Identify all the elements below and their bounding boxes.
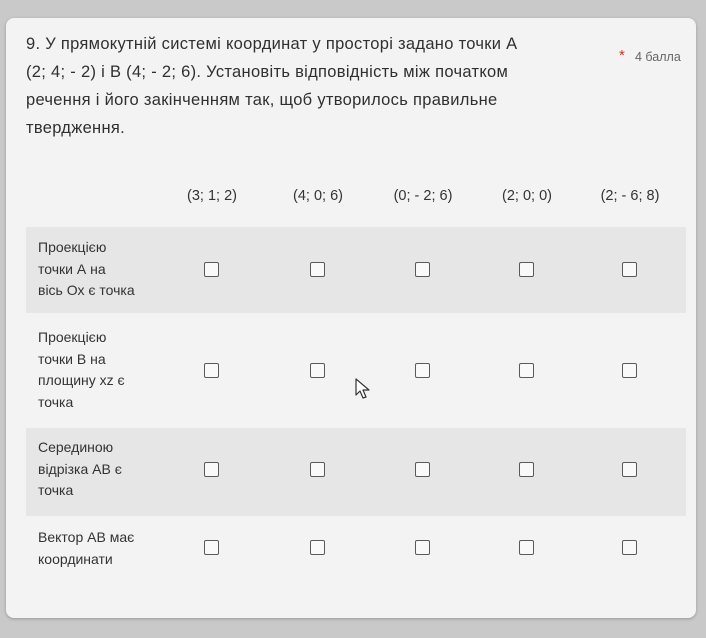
row-label-3-line: Серединою bbox=[38, 439, 114, 455]
checkbox-r2-c1[interactable] bbox=[204, 363, 219, 378]
checkbox-r2-c5[interactable] bbox=[622, 363, 637, 378]
row-label-1-line: вісь Ох є точка bbox=[38, 282, 135, 298]
row-label-2-line: площину хz є bbox=[38, 372, 125, 388]
checkbox-r1-c1[interactable] bbox=[204, 262, 219, 277]
checkbox-r1-c3[interactable] bbox=[415, 262, 430, 277]
row-label-1-line: Проекцією bbox=[38, 239, 107, 255]
row-label-4-line: координати bbox=[38, 550, 113, 567]
checkbox-r2-c3[interactable] bbox=[415, 363, 430, 378]
column-header-1: (3; 1; 2) bbox=[187, 188, 237, 204]
row-label-2 bbox=[38, 327, 168, 413]
checkbox-r4-c5[interactable] bbox=[622, 540, 637, 555]
checkbox-r3-c1[interactable] bbox=[204, 462, 219, 477]
checkbox-r3-c2[interactable] bbox=[310, 462, 325, 477]
mouse-pointer-icon bbox=[355, 378, 371, 405]
checkbox-r3-c5[interactable] bbox=[622, 462, 637, 477]
checkbox-r4-c1[interactable] bbox=[204, 540, 219, 555]
question-line-4: твердження. bbox=[26, 119, 125, 137]
row-label-2-line: точки В на bbox=[38, 350, 106, 367]
points-label: 4 балла bbox=[635, 50, 681, 64]
row-label-2-line: Проекцією bbox=[38, 329, 107, 345]
row-label-3 bbox=[38, 437, 168, 502]
checkbox-r1-c4[interactable] bbox=[519, 262, 534, 277]
checkbox-r4-c3[interactable] bbox=[415, 540, 430, 555]
column-header-5: (2; - 6; 8) bbox=[600, 188, 660, 204]
checkbox-r2-c4[interactable] bbox=[519, 363, 534, 378]
row-label-1 bbox=[38, 237, 168, 302]
row-label-3-line: точка bbox=[38, 482, 74, 498]
checkbox-r3-c4[interactable] bbox=[519, 462, 534, 477]
column-header-2: (4; 0; 6) bbox=[293, 188, 343, 204]
required-asterisk: * bbox=[619, 47, 625, 64]
checkbox-r4-c2[interactable] bbox=[310, 540, 325, 555]
row-label-4 bbox=[38, 527, 168, 570]
checkbox-r3-c3[interactable] bbox=[415, 462, 430, 477]
question-line-2: (2; 4; - 2) і В (4; - 2; 6). Установіть відповідність між початком bbox=[26, 63, 509, 81]
question-line-1: 9. У прямокутній системі координат у просторі задано точки А bbox=[26, 35, 518, 53]
question-line-3: речення і його закінченням так, щоб утворилось правильне bbox=[26, 91, 498, 109]
column-header-3: (0; - 2; 6) bbox=[393, 188, 453, 204]
row-label-3-line: відрізка АВ є bbox=[38, 460, 122, 477]
checkbox-r1-c5[interactable] bbox=[622, 262, 637, 277]
column-header-4: (2; 0; 0) bbox=[502, 188, 552, 204]
row-label-2-line: точка bbox=[38, 393, 74, 410]
row-label-4-line: Вектор АВ має bbox=[38, 529, 135, 545]
question-text bbox=[26, 30, 596, 142]
checkbox-r4-c4[interactable] bbox=[519, 540, 534, 555]
checkbox-r2-c2[interactable] bbox=[310, 363, 325, 378]
checkbox-r1-c2[interactable] bbox=[310, 262, 325, 277]
row-label-1-line: точки А на bbox=[38, 260, 106, 277]
